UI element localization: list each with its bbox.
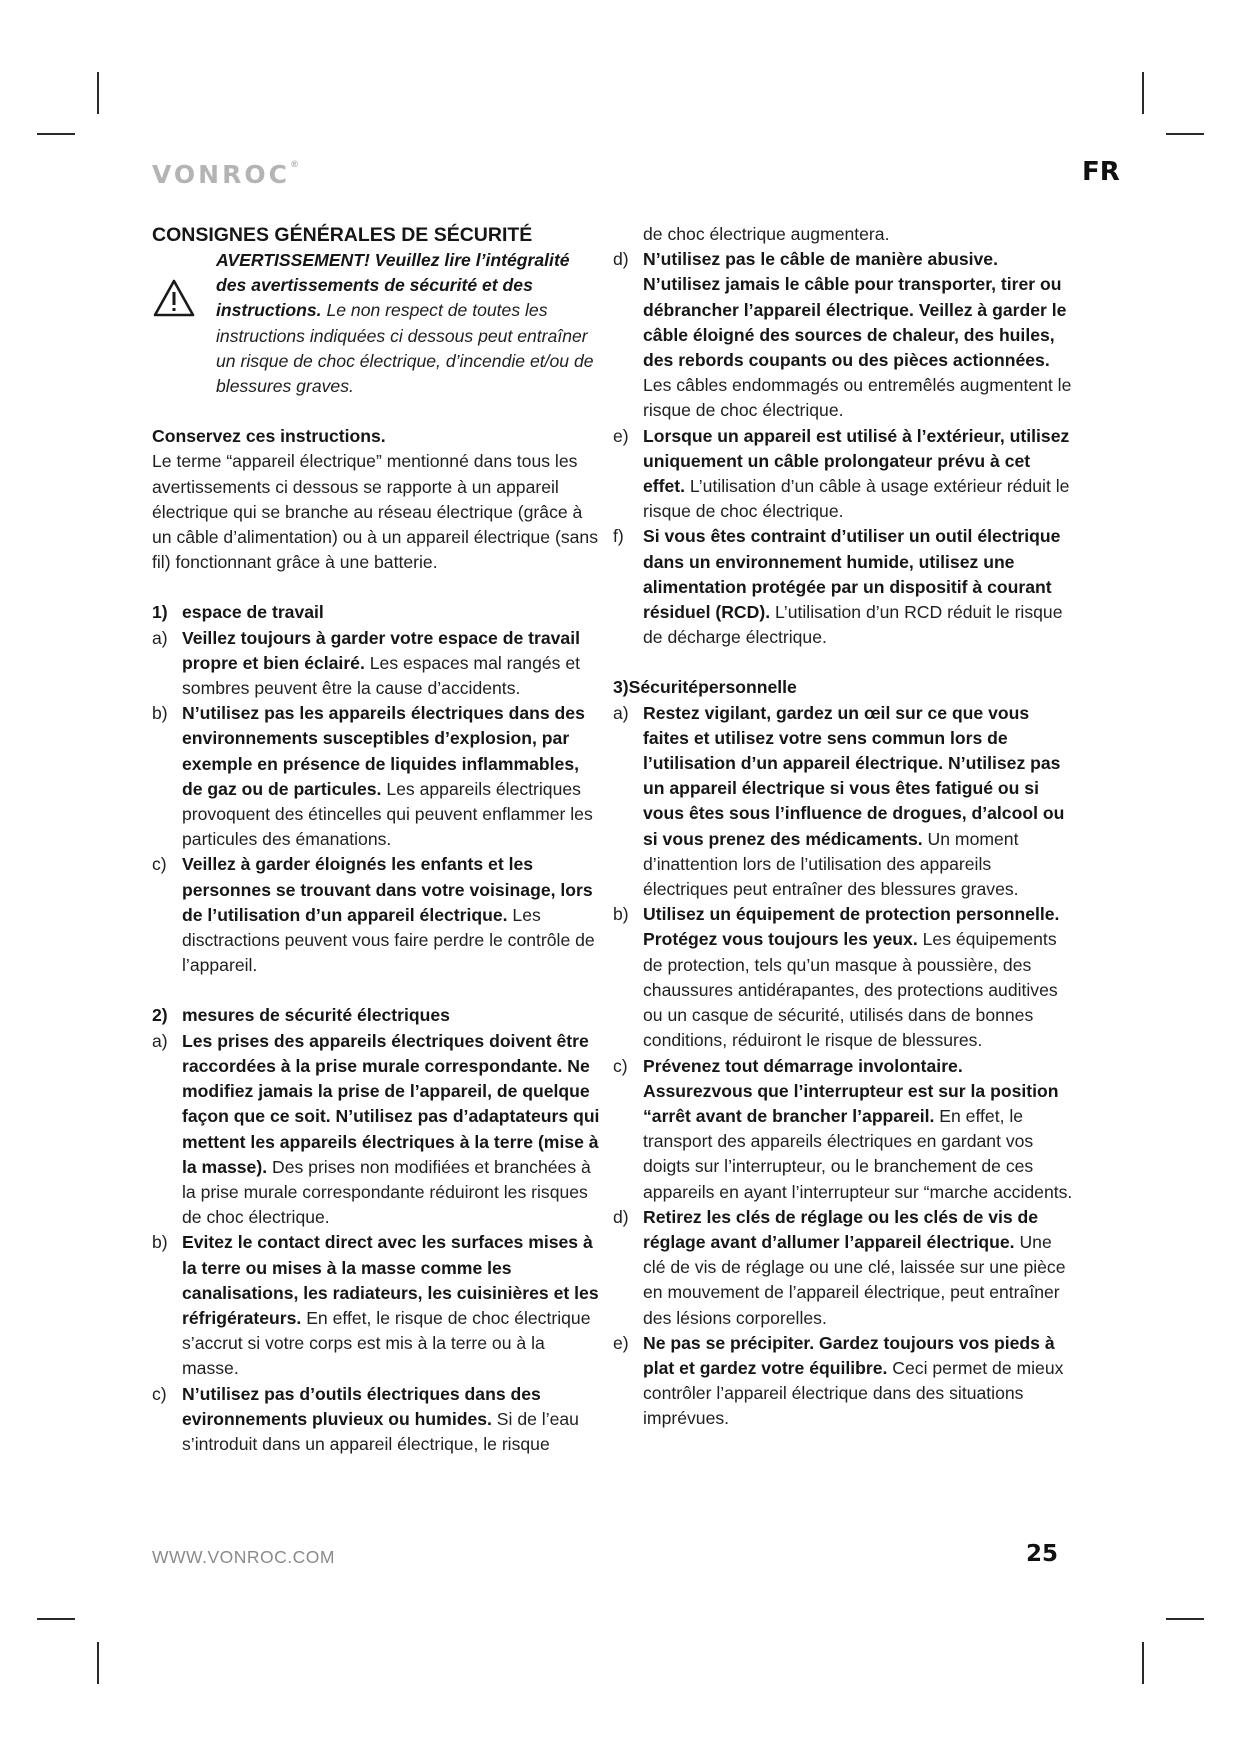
crop-mark [37, 133, 75, 135]
language-code: FR [1082, 157, 1120, 187]
continued-text: de choc électrique augmentera. [643, 224, 890, 244]
crop-mark [1142, 72, 1144, 114]
warning-text: Le non respect de toutes les instructions indiquées ci dessous peut entraîner un risque de choc électrique, d’incendie et/ou de blessures graves. [216, 300, 594, 397]
list-item: e) Lorsque un appareil est utilisé à l’extérieur, utilisez uniquement un câble prolongateur prévu à cet effet. L’utilisation d’un câble à usage extérieur réduit le risque de choc électrique. [613, 425, 1070, 522]
crop-mark [1142, 1642, 1144, 1684]
list-item: c) Veillez à garder éloignés les enfants et les personnes se trouvant dans votre voisinage, lors de l’utilisation d’un appareil électrique. Les disctractions peuvent vous faire perdre le contrôle de l’appareil. [152, 854, 595, 976]
list-item: f) Si vous êtes contraint d’utiliser un outil électrique dans un environnement humide, utilisez une alimentation protégée par un dispositif à courant résiduel (RCD). L’utilisation d’un RCD réduit le risque de décharge électrique. [613, 526, 1063, 648]
list-item: b) N’utilisez pas les appareils électriques dans des environnements susceptibles d’explosion, par exemple en présence de liquides inflammables, de gaz ou de particules. Les appareils électriques provoquent des étincelles qui peuvent enflammer les particules des émanations. [152, 703, 593, 850]
list-item: e) Ne pas se précipiter. Gardez toujours vos pieds à plat et gardez votre équilibre. Ceci permet de mieux contrôler l’appareil électrique dans des situations imprévues. [613, 1332, 1064, 1429]
list-item: b) Utilisez un équipement de protection personnelle. Protégez vous toujours les yeux. Les équipements de protection, tels qu’un masque à poussière, des chaussures antidérapantes, des protections auditives ou un casque de sécurité, utilisés dans de bonnes conditions, réduiront le risque de blessures. [613, 904, 1060, 1051]
crop-mark [97, 1642, 99, 1684]
keep-heading: Conservez ces instructions. [152, 426, 386, 447]
crop-mark [97, 72, 99, 114]
section-heading: 2) mesures de sécurité électriques [152, 1005, 450, 1026]
page-title: CONSIGNES GÉNÉRALES DE SÉCURITÉ [152, 224, 533, 246]
list-item: d) Retirez les clés de réglage ou les clés de vis de réglage avant d’allumer l’appareil électrique. Une clé de vis de réglage ou une clé, laissée sur une pièce en mouvement de l’appareil électrique, peut entraîner des lésions corporelles. [613, 1206, 1066, 1328]
list-item: a) Les prises des appareils électriques doivent être raccordées à la prise murale correspondante. Ne modifiez jamais la prise de l’appareil, de quelque façon que ce soit. N’utilisez pas d’adaptateurs qui mettent les appareils électriques à la terre (mise à la masse). Des prises non modifiées et branchées à la prise murale correspondante réduiront les risques de choc électrique. [152, 1030, 600, 1228]
list-item: c) Prévenez tout démarrage involontaire. Assurezvous que l’interrupteur est sur la position “arrêt avant de brancher l’appareil. En effet, le transport des appareils électriques en gardant vos doigts sur l’interrupteur, ou le branchement de ces appareils en ayant l’interrupteur sur “marche accidents. [613, 1055, 1073, 1202]
list-item: b) Evitez le contact direct avec les surfaces mises à la terre ou mises à la masse comme les canalisations, les radiateurs, les cuisinières et les réfrigérateurs. En effet, le risque de choc électrique s’accrut si votre corps est mis à la terre ou à la masse. [152, 1232, 599, 1379]
list-item: d) N’utilisez pas le câble de manière abusive. N’utilisez jamais le câble pour transporter, tirer ou débrancher l’appareil électrique. Veillez à garder le câble éloigné des sources de chaleur, des huiles, des rebords coupants ou des pièces actionnées. Les câbles endommagés ou entremêlés augmentent le risque de choc électrique. [613, 249, 1072, 421]
right-column [613, 222, 1073, 1432]
crop-mark [1166, 133, 1204, 135]
list-item: a) Restez vigilant, gardez un œil sur ce que vous faites et utilisez votre sens commun lors de l’utilisation d’un appareil électrique. N’utilisez pas un appareil électrique si vous êtes fatigué ou si vous êtes sous l’influence de drogues, d’alcool ou si vous prenez des médicaments. Un moment d’inattention lors de l’utilisation des appareils électriques peut entraîner des blessures graves. [613, 702, 1065, 900]
footer-url: WWW.VONROC.COM [152, 1547, 335, 1567]
warning-bold: AVERTISSEMENT! Veuillez lire l’intégralité des avertissements de sécurité et des instructions. [216, 250, 570, 321]
list-item: c) N’utilisez pas d’outils électriques dans des evironnements pluvieux ou humides. Si de l’eau s’introduit dans un appareil électrique, le risque [152, 1383, 579, 1454]
page-number: 25 [1026, 1541, 1059, 1567]
crop-mark [37, 1618, 75, 1620]
list-item: a) Veillez toujours à garder votre espace de travail propre et bien éclairé. Les espaces mal rangés et sombres peuvent être la cause d’accidents. [152, 627, 581, 699]
crop-mark [1166, 1618, 1204, 1620]
brand-logo: VONROC® [152, 160, 299, 189]
section-heading: 1) espace de travail [152, 602, 324, 623]
keep-text: Le terme “appareil électrique” mentionné dans tous les avertissements ci dessous se rapporte à un appareil électrique qui se branche au réseau électrique (grâce à un câble d’alimentation) ou à un appareil électrique (sans fil) fonctionnant grâce à une batterie. [152, 451, 598, 573]
left-column [152, 222, 602, 1457]
warning-triangle-icon [152, 278, 196, 318]
warning-block [152, 248, 602, 399]
section-heading: 3)Sécuritépersonnelle [613, 677, 797, 698]
